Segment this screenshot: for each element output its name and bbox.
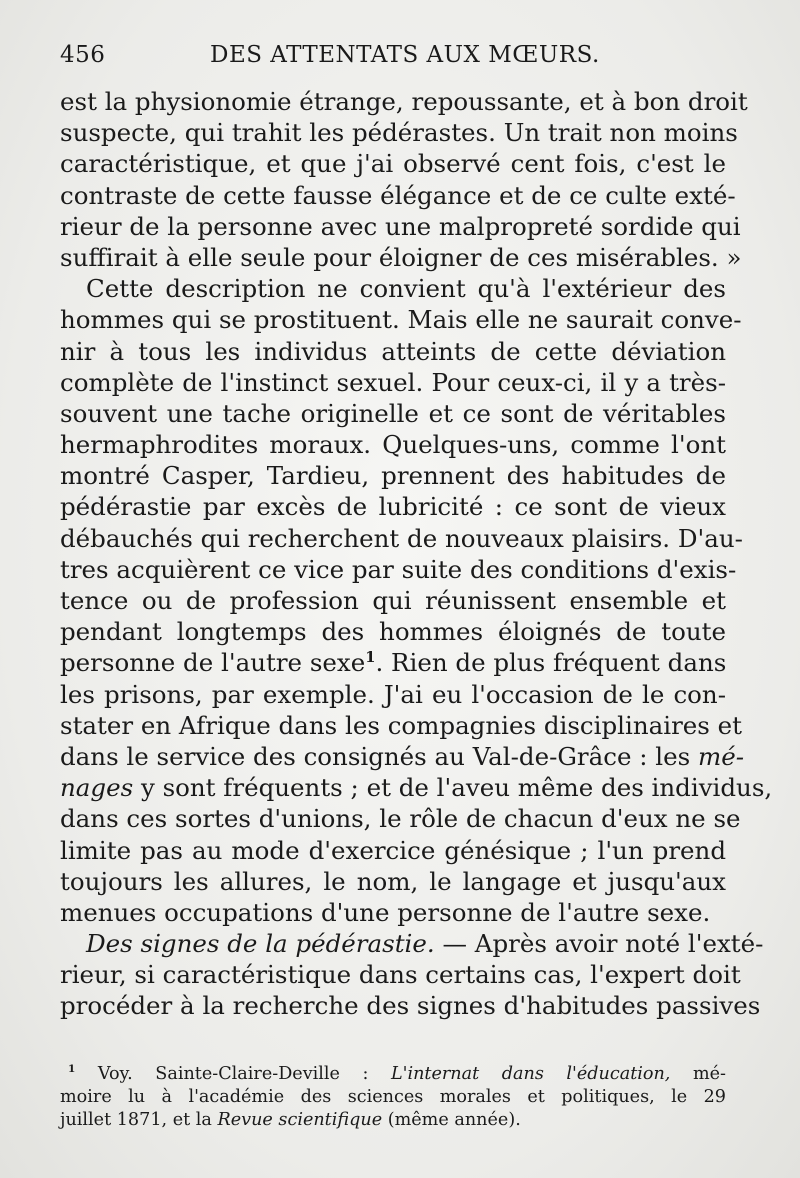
text-span: (même année). <box>382 1110 521 1130</box>
text-span: juillet 1871, et la <box>60 1110 218 1130</box>
italic-span: Revue scientifique <box>217 1110 383 1130</box>
text-line: rieur, si caractéristique dans certains cas, l'expert doit <box>60 960 741 990</box>
text-line: Cette description ne convient qu'à l'extérieur des <box>86 274 726 304</box>
text-span: mé- <box>670 1064 726 1084</box>
text-line: pendant longtemps des hommes éloignés de toute <box>60 617 726 647</box>
text-line: procéder à la recherche des signes d'habitudes passives <box>60 991 761 1021</box>
footnote-line: moire lu à l'académie des sciences morales et politiques, le 29 <box>60 1087 726 1107</box>
footnote-line <box>60 1109 726 1132</box>
text-line: les prisons, par exemple. J'ai eu l'occasion de le con- <box>60 679 726 709</box>
footnote-line <box>60 1063 726 1086</box>
text-line: menues occupations d'une personne de l'autre sexe. <box>60 897 711 927</box>
text-line: contraste de cette fausse élégance et de ce culte exté- <box>60 180 736 210</box>
text-line: débauchés qui recherchent de nouveaux plaisirs. D'au- <box>60 523 743 553</box>
text-line: toujours les allures, le nom, le langage et jusqu'aux <box>60 866 726 896</box>
text-line: souvent une tache originelle et ce sont de véritables <box>60 398 726 428</box>
section-heading: Des signes de la pédérastie. <box>86 929 435 959</box>
text-line: stater en Afrique dans les compagnies disciplinaires et <box>60 710 742 740</box>
text-line: tres acquièrent ce vice par suite des conditions d'exis- <box>60 554 737 584</box>
footnote-mark: 1 <box>68 1063 76 1076</box>
text-line: caractéristique, et que j'ai observé cent fois, c'est le <box>60 149 726 179</box>
page-header <box>60 42 730 74</box>
text-line: tence ou de profession qui réunissent ensemble et <box>60 586 726 615</box>
text-line: complète de l'instinct sexuel. Pour ceux-ci, il y a très- <box>60 367 726 397</box>
text-line: pédérastie par excès de lubricité : ce sont de vieux <box>60 492 726 522</box>
text-line: suffirait à elle seule pour éloigner de ces misérables. » <box>60 242 742 272</box>
text-line: est la physionomie étrange, repoussante, et à bon droit <box>60 87 748 116</box>
text-line: limite pas au mode d'exercice génésique ; l'un prend <box>60 835 726 865</box>
text-span: — Après avoir noté l'exté- <box>434 929 764 959</box>
text-span: dans le service des consignés au Val-de-Grâce : les <box>60 741 698 771</box>
footnotes <box>60 1063 726 1132</box>
text-span: Voy. Sainte-Claire-Deville : <box>75 1064 391 1084</box>
text-line: rieur de la personne avec une malpropreté sordide qui <box>60 211 741 241</box>
text-line: hommes qui se prostituent. Mais elle ne saurait conve- <box>60 305 742 335</box>
text-line: nir à tous les individus atteints de cette déviation <box>60 336 726 366</box>
text-span: personne de l'autre sexe <box>60 648 366 678</box>
italic-span: L'internat dans l'éducation, <box>390 1064 671 1084</box>
text-line <box>60 772 773 803</box>
text-line: montré Casper, Tardieu, prennent des habitudes de <box>60 461 726 491</box>
page-number: 456 <box>60 42 106 68</box>
running-title: DES ATTENTATS AUX MŒURS. <box>210 42 600 68</box>
section-heading-line <box>60 928 764 959</box>
text-line <box>60 741 744 772</box>
text-line: dans ces sortes d'unions, le rôle de chacun d'eux ne se <box>60 804 741 834</box>
text-line: suspecte, qui trahit les pédérastes. Un trait non moins <box>60 118 738 148</box>
text-line <box>60 647 726 678</box>
italic-span: nages <box>60 773 134 803</box>
text-span: . Rien de plus fréquent dans <box>375 648 727 678</box>
footnote-reference: 1 <box>365 649 376 667</box>
italic-span: mé- <box>697 741 744 771</box>
text-line: hermaphrodites moraux. Quelques-uns, comme l'ont <box>60 430 726 460</box>
body-text <box>60 86 773 1022</box>
text-span: y sont fréquents ; et de l'aveu même des individus, <box>133 773 773 803</box>
